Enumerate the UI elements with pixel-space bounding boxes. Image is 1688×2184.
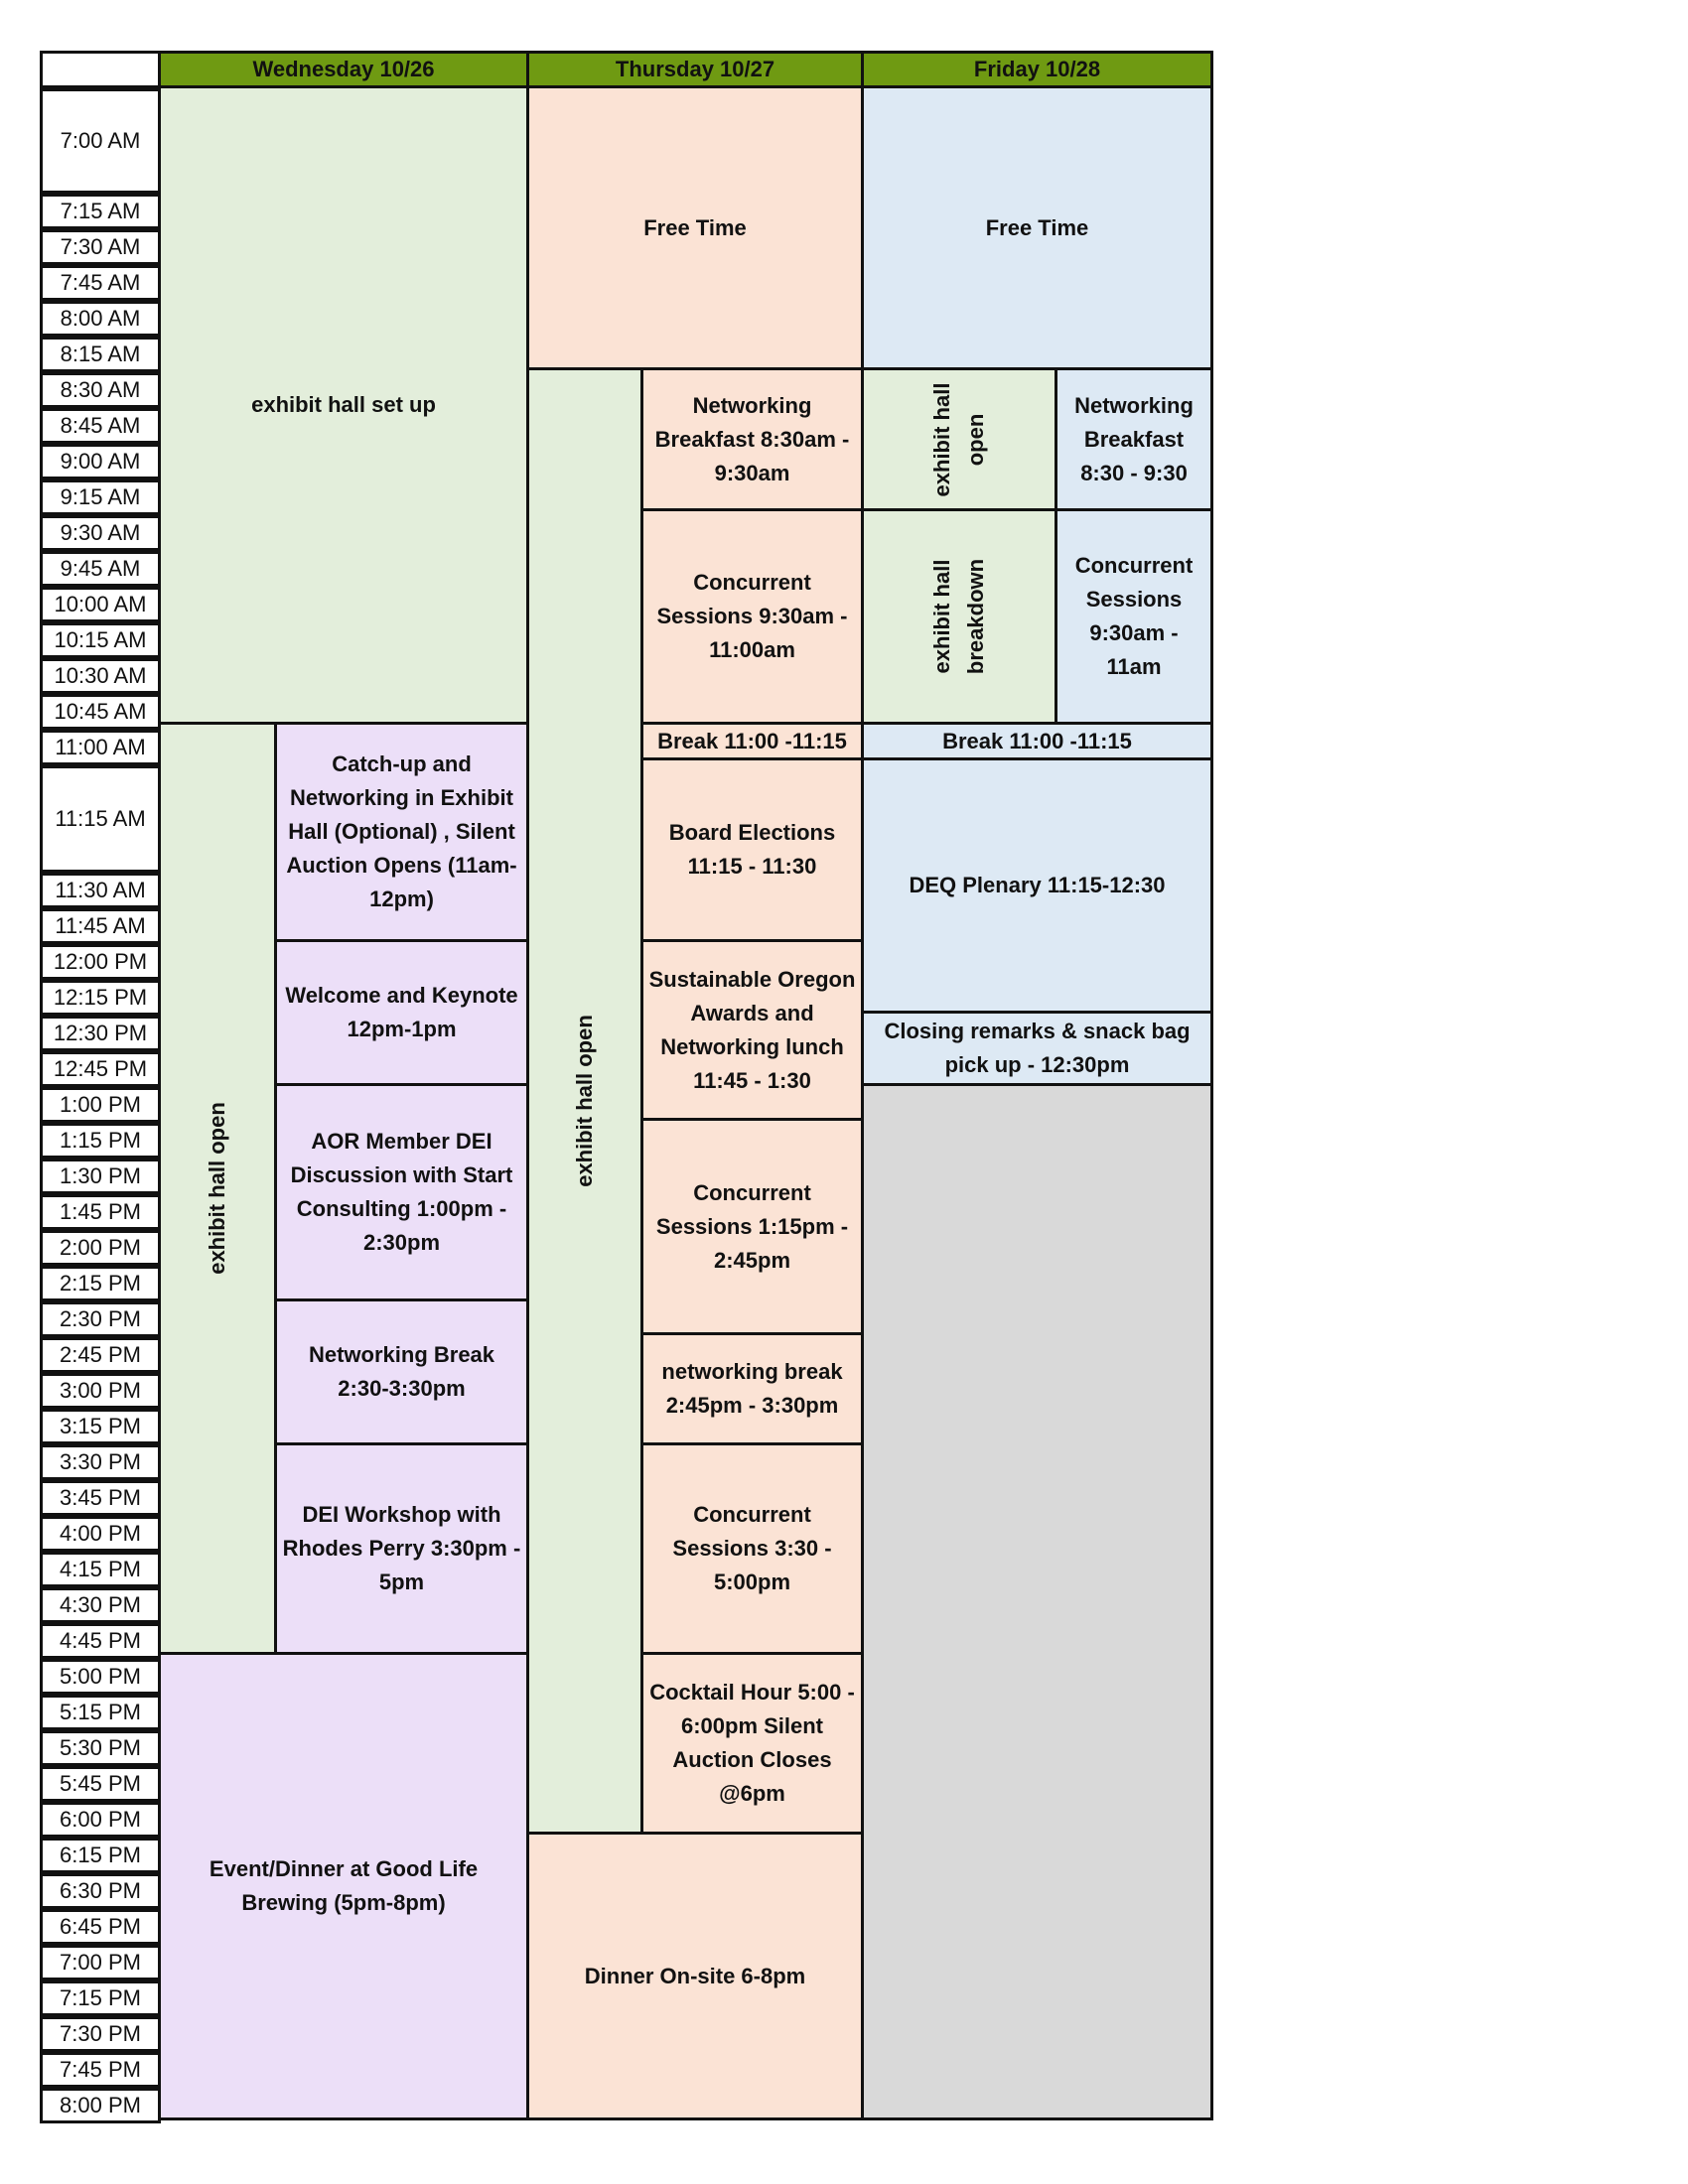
time-slot: 1:15 PM: [40, 1123, 161, 1159]
thu-concurrent-sessions-2: Concurrent Sessions 1:15pm - 2:45pm: [640, 1118, 864, 1335]
corner-cell: [40, 51, 161, 88]
fri-concurrent-sessions: Concurrent Sessions 9:30am - 11am: [1055, 508, 1213, 725]
thu-dinner-onsite: Dinner On-site 6-8pm: [526, 1832, 864, 2120]
time-slot: 10:45 AM: [40, 694, 161, 730]
time-slot: 12:15 PM: [40, 980, 161, 1016]
time-slot: 10:30 AM: [40, 658, 161, 694]
time-slot: 1:45 PM: [40, 1194, 161, 1230]
thu-cocktail-hour: Cocktail Hour 5:00 - 6:00pm Silent Auction Closes @6pm: [640, 1652, 864, 1835]
fri-exhibit-breakdown-label: exhibit hall breakdown: [929, 558, 988, 675]
time-slot: 7:00 AM: [40, 88, 161, 194]
time-slot: 11:45 AM: [40, 908, 161, 944]
time-slot: 3:30 PM: [40, 1444, 161, 1480]
time-slot: 8:00 PM: [40, 2088, 161, 2123]
time-slot: 11:30 AM: [40, 873, 161, 908]
time-slot: 2:30 PM: [40, 1301, 161, 1337]
time-slot: 2:15 PM: [40, 1266, 161, 1301]
time-slot: 5:30 PM: [40, 1730, 161, 1766]
thu-networking-break: networking break 2:45pm - 3:30pm: [640, 1332, 864, 1445]
time-slot: 7:45 PM: [40, 2052, 161, 2088]
time-slot: 3:00 PM: [40, 1373, 161, 1409]
fri-closing-remarks: Closing remarks & snack bag pick up - 12:30pm: [861, 1011, 1213, 1086]
fri-exhibit-open-label: exhibit hall open: [929, 382, 988, 496]
time-slot: 12:45 PM: [40, 1051, 161, 1087]
header-friday: Friday 10/28: [861, 51, 1213, 88]
time-slot: 12:30 PM: [40, 1016, 161, 1051]
thu-networking-breakfast: Networking Breakfast 8:30am - 9:30am: [640, 367, 864, 511]
wed-exhibit-open-label: exhibit hall open: [205, 1102, 230, 1275]
time-slot: 6:45 PM: [40, 1909, 161, 1945]
wed-keynote: Welcome and Keynote 12pm-1pm: [274, 939, 529, 1086]
header-wednesday: Wednesday 10/26: [158, 51, 529, 88]
time-slot: 7:15 PM: [40, 1980, 161, 2016]
time-slot: 2:45 PM: [40, 1337, 161, 1373]
header-thursday: Thursday 10/27: [526, 51, 864, 88]
time-slot: 12:00 PM: [40, 944, 161, 980]
thu-exhibit-open-label: exhibit hall open: [572, 1015, 598, 1187]
thu-board-elections: Board Elections 11:15 - 11:30: [640, 757, 864, 942]
fri-empty-block: [861, 1083, 1213, 2120]
thu-concurrent-sessions-3: Concurrent Sessions 3:30 - 5:00pm: [640, 1442, 864, 1655]
time-slot: 11:00 AM: [40, 730, 161, 765]
wed-exhibit-setup: exhibit hall set up: [158, 85, 529, 725]
fri-networking-breakfast: Networking Breakfast 8:30 - 9:30: [1055, 367, 1213, 511]
time-slot: 5:00 PM: [40, 1659, 161, 1695]
time-slot: 11:15 AM: [40, 765, 161, 874]
thu-exhibit-open: [526, 367, 643, 1835]
thu-free-time: Free Time: [526, 85, 864, 370]
time-slot: 9:15 AM: [40, 479, 161, 515]
thu-concurrent-sessions-1: Concurrent Sessions 9:30am - 11:00am: [640, 508, 864, 725]
time-slot: 7:00 PM: [40, 1945, 161, 1980]
time-slot: 4:00 PM: [40, 1516, 161, 1552]
time-slot: 8:30 AM: [40, 372, 161, 408]
time-slot: 3:15 PM: [40, 1409, 161, 1444]
time-slot: 7:15 AM: [40, 194, 161, 229]
time-slot: 4:15 PM: [40, 1552, 161, 1587]
wed-catchup: Catch-up and Networking in Exhibit Hall (Optional) , Silent Auction Opens (11am-12pm): [274, 722, 529, 942]
time-slot: 6:00 PM: [40, 1802, 161, 1838]
time-slot: 6:30 PM: [40, 1873, 161, 1909]
time-slot: 9:45 AM: [40, 551, 161, 587]
wed-aor-discussion: AOR Member DEI Discussion with Start Consulting 1:00pm - 2:30pm: [274, 1083, 529, 1301]
wed-networking-break: Networking Break 2:30-3:30pm: [274, 1298, 529, 1445]
time-slot: 2:00 PM: [40, 1230, 161, 1266]
time-slot: 1:00 PM: [40, 1087, 161, 1123]
fri-free-time: Free Time: [861, 85, 1213, 370]
time-slot: 9:30 AM: [40, 515, 161, 551]
time-slot: 8:45 AM: [40, 408, 161, 444]
fri-break: Break 11:00 -11:15: [861, 722, 1213, 760]
time-slot: 6:15 PM: [40, 1838, 161, 1873]
time-slot: 8:00 AM: [40, 301, 161, 337]
time-slot: 4:45 PM: [40, 1623, 161, 1659]
time-slot: 1:30 PM: [40, 1159, 161, 1194]
time-slot: 7:30 PM: [40, 2016, 161, 2052]
fri-exhibit-breakdown: [861, 508, 1057, 725]
time-slot: 5:15 PM: [40, 1695, 161, 1730]
time-slot: 4:30 PM: [40, 1587, 161, 1623]
time-slot: 3:45 PM: [40, 1480, 161, 1516]
thu-awards-lunch: Sustainable Oregon Awards and Networking lunch 11:45 - 1:30: [640, 939, 864, 1121]
time-slot: 8:15 AM: [40, 337, 161, 372]
time-slot: 7:30 AM: [40, 229, 161, 265]
time-slot: 7:45 AM: [40, 265, 161, 301]
time-slot: 5:45 PM: [40, 1766, 161, 1802]
wed-dinner-event: Event/Dinner at Good Life Brewing (5pm-8pm): [158, 1652, 529, 2120]
fri-exhibit-open: [861, 367, 1057, 511]
time-slot: 10:00 AM: [40, 587, 161, 622]
fri-deq-plenary: DEQ Plenary 11:15-12:30: [861, 757, 1213, 1014]
wed-dei-workshop: DEI Workshop with Rhodes Perry 3:30pm - 5pm: [274, 1442, 529, 1655]
time-slot: 10:15 AM: [40, 622, 161, 658]
wed-exhibit-open: [158, 722, 277, 1655]
time-slot: 9:00 AM: [40, 444, 161, 479]
thu-break: Break 11:00 -11:15: [640, 722, 864, 760]
